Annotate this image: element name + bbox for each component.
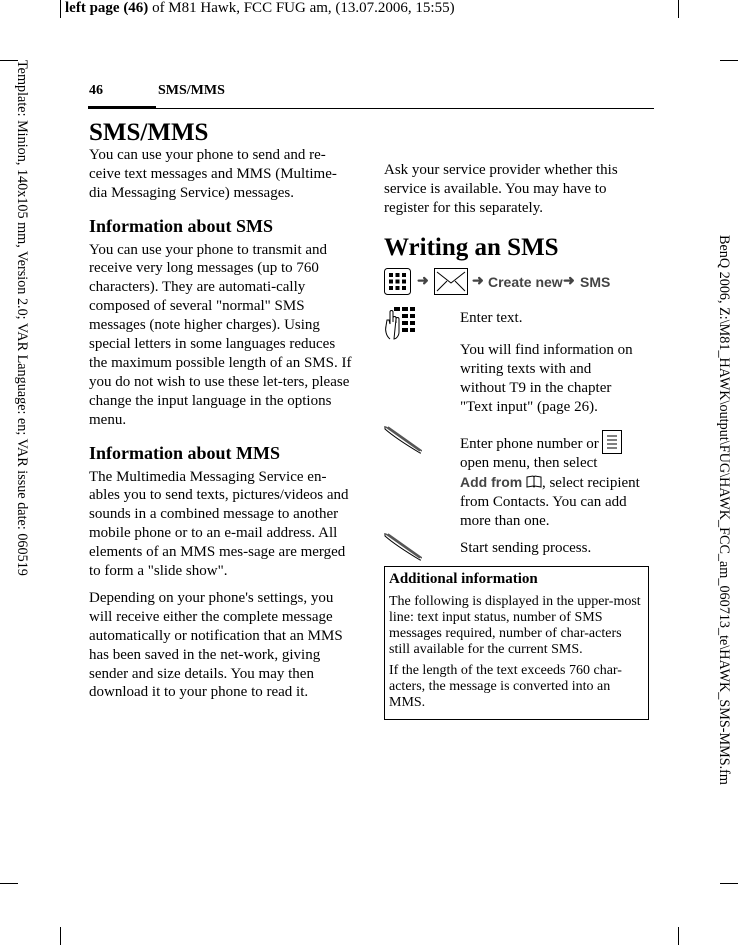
menu-path	[384, 268, 654, 298]
enter-number-text-c: , select recipient from Contacts. You can add more than one.	[460, 474, 640, 529]
intro-text: You can use your phone to send and re-ceive text messages and MMS (Multime-dia Messaging Service) messages.	[89, 146, 337, 201]
page-number: 46	[89, 83, 103, 98]
start-sending-step: Start sending process.	[460, 540, 592, 556]
enter-number-step	[460, 430, 652, 531]
template-info: Template: Minion, 140x105 mm, Version 2.0; VAR Language: en; VAR issue date: 060519	[14, 60, 30, 576]
add-from-option[interactable]: Add from	[460, 473, 523, 490]
crop-mark	[678, 927, 679, 945]
print-header	[65, 0, 455, 17]
crop-mark	[678, 0, 679, 18]
phonebook-icon	[526, 475, 542, 488]
keypad-icon	[384, 306, 416, 340]
page-title: SMS/MMS	[89, 119, 209, 146]
additional-info-title: Additional information	[389, 571, 538, 587]
options-icon	[602, 430, 622, 454]
t9-info-text: You will find information on writing texts with and without T9 in the chapter "Text input" (page 26).	[460, 342, 633, 415]
crop-mark	[60, 0, 61, 18]
path-arrow: ➜	[472, 272, 484, 288]
send-key-icon	[384, 532, 422, 562]
additional-info-p2: If the length of the text exceeds 760 char-acters, the message is converted into an MMS.	[389, 663, 622, 710]
sms-heading: Information about SMS	[89, 215, 274, 236]
additional-info-p1: The following is displayed in the upper-most line: text input status, number of SMS messages required, number of char-acters still available for the current SMS.	[389, 594, 641, 657]
service-note: Ask your service provider whether this service is available. You may have to register for this separately.	[384, 162, 618, 216]
enter-number-text-b: open menu, then select	[460, 455, 598, 471]
crop-mark	[0, 883, 18, 884]
enter-number-text-a: Enter phone number or	[460, 436, 599, 452]
running-head-section: SMS/MMS	[158, 83, 225, 98]
envelope-icon	[434, 268, 468, 295]
sms-text: You can use your phone to transmit and receive very long messages (up to 760 characters). They are automati-cally composed of several "normal" SMS messages (note higher charges). Using special letters in some languages reduces the maximum possible length of an SMS. If you do not wish to use these let-ters, please change the input language in the options menu.	[89, 241, 352, 428]
left-column	[89, 119, 354, 702]
path-arrow: ➜	[563, 272, 575, 288]
crop-mark	[720, 60, 738, 61]
mms-text-2: Depending on your phone's settings, you will receive either the complete message automatically or notification that an MMS has been saved in the net-work, giving sender and size details. You may then download it to your phone to read it.	[89, 589, 343, 701]
additional-info-box	[384, 566, 649, 720]
file-path-info: BenQ 2006, Z:\M81_HAWK\output\FUG\HAWK_FCC_am_060713_te\HAWK_SMS-MMS.fm	[716, 235, 732, 785]
menu-grid-icon	[384, 268, 411, 295]
mms-heading: Information about MMS	[89, 442, 281, 463]
menu-sms[interactable]: SMS	[580, 274, 611, 290]
send-key-icon	[384, 425, 422, 455]
crop-mark	[60, 927, 61, 945]
writing-heading: Writing an SMS	[384, 234, 559, 261]
crop-mark	[720, 883, 738, 884]
print-header-info: of M81 Hawk, FCC FUG am, (13.07.2006, 15:55)	[148, 0, 455, 16]
menu-create-new[interactable]: Create new	[488, 274, 563, 290]
divider	[88, 108, 654, 109]
path-arrow: ➜	[417, 272, 429, 288]
print-header-page: left page (46)	[65, 0, 149, 16]
enter-text-step: Enter text.	[460, 310, 523, 326]
mms-text-1: The Multimedia Messaging Service en-ables you to send texts, pictures/videos and sounds in a combined message to another mobile phone or to an e-mail address. All elements of an MMS mes-sage are merged to form a "slide show".	[89, 468, 349, 580]
